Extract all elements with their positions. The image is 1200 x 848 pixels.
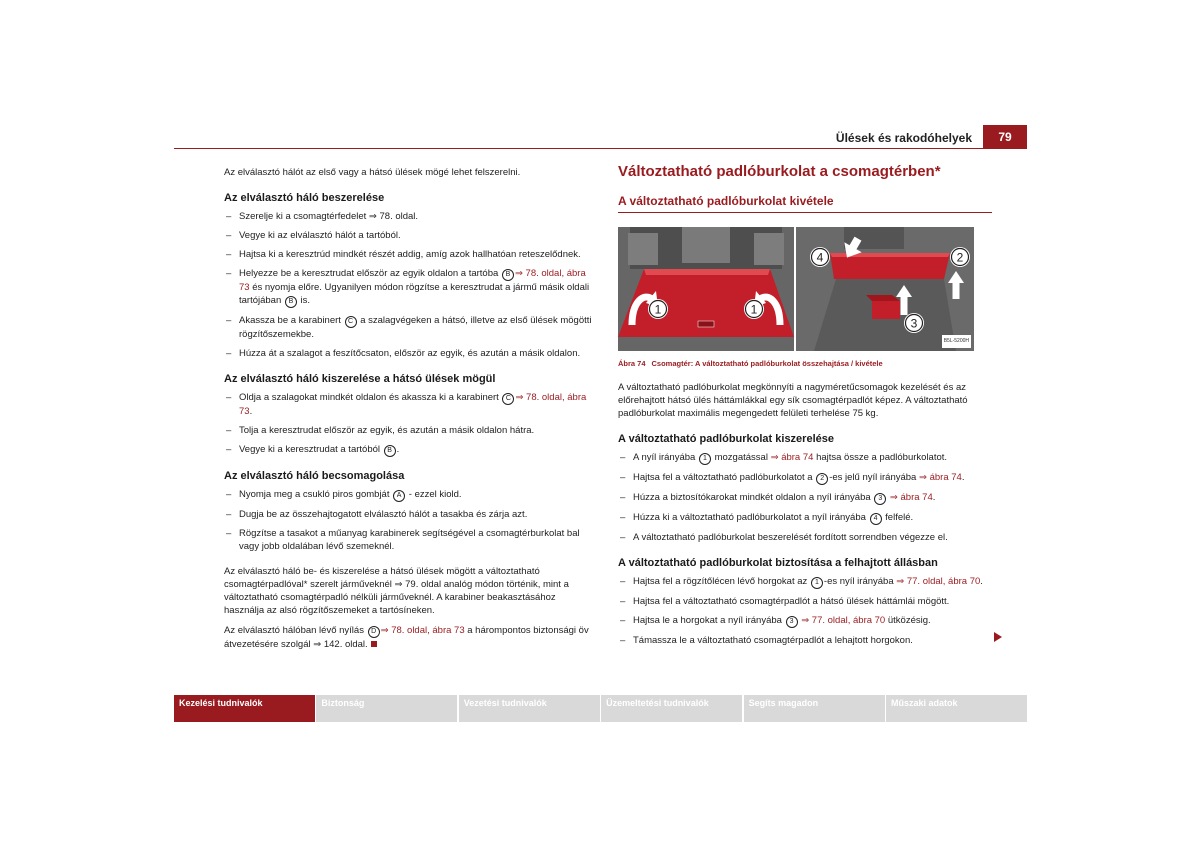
step-number: 1 (750, 302, 758, 317)
page-reference-link[interactable]: ⇒ 78. oldal, ábra 73 (239, 268, 586, 293)
section-heading-install: Az elválasztó háló beszerelése (224, 192, 385, 204)
figure-caption-text: Csomagtér: A változtatható padlóburkolat összehajtása / kivétele (651, 359, 883, 368)
figure-caption (618, 357, 992, 370)
section-title: Változtatható padlóburkolat a csomagtérben* (618, 163, 941, 180)
step-2-badge: 2 (816, 473, 828, 485)
page-reference-link[interactable]: ⇒ 78. oldal, ábra 73 (239, 392, 587, 417)
list-item: – A nyíl irányába 1 mozgatással ⇒ ábra 74 hajtsa össze a padlóburkolatot. (618, 451, 992, 465)
figure-panel-left (618, 227, 794, 351)
folding-floor-illustration (618, 227, 794, 351)
list-item: – Hajtsa fel a rögzítőlécen lévő horgokat az 1 -es nyíl irányába ⇒ 77. oldal, ábra 70. (618, 575, 992, 589)
securing-steps (618, 575, 992, 647)
list-item: – Rögzítse a tasakot a műanyag karabinerek segítségével a csomagtérburkolat bal vagy jobb oldalában lévő szemeknél. (224, 527, 598, 553)
removal-steps (618, 451, 992, 544)
continue-arrow-icon (994, 632, 1002, 642)
label-b-badge: B (285, 296, 297, 308)
step-number: 2 (956, 250, 964, 265)
chapter-tabs (174, 695, 1027, 722)
figure-reference-link[interactable]: ⇒ ábra 74 (918, 472, 962, 483)
figure-reference-link[interactable]: ⇒ ábra 74 (770, 452, 814, 463)
step-4-badge: 4 (870, 513, 882, 525)
list-item: – Oldja a szalagokat mindkét oldalon és akassza ki a karabinert C ⇒ 78. oldal, ábra 73. (224, 391, 598, 418)
label-b-badge: B (384, 445, 396, 457)
label-d-badge: D (368, 626, 380, 638)
section-heading-pack: Az elválasztó háló becsomagolása (224, 470, 405, 482)
list-item: – Hajtsa le a horgokat a nyíl irányába 3 ⇒ 77. oldal, ábra 70 ütközésig. (618, 614, 992, 628)
label-b-badge: B (502, 269, 514, 281)
list-item: – Nyomja meg a csukló piros gombját A - ezzel kiold. (224, 488, 598, 502)
step-3-badge: 3 (786, 616, 798, 628)
tab-biztonsag[interactable]: Biztonság (316, 695, 457, 722)
list-item: – Támassza le a változtatható csomagtérpadlót a lehajtott horgokon. (618, 634, 992, 647)
subsection-title: A változtatható padlóburkolat kivétele (618, 194, 834, 208)
list-item: – Hajtsa fel a változtatható csomagtérpadlót a hátsó ülések háttámlái mögött. (618, 595, 992, 608)
figure-74 (618, 227, 974, 351)
step-number: 3 (910, 316, 918, 331)
step-number: 1 (654, 302, 662, 317)
figure-reference-link[interactable]: ⇒ ábra 74 (889, 492, 933, 503)
intro-paragraph: Az elválasztó hálót az első vagy a hátsó ülések mögé lehet felszerelni. (224, 167, 521, 178)
tab-kezelesi-tudnivalok[interactable]: Kezelési tudnivalók (174, 695, 315, 722)
figure-label: Ábra 74 (618, 359, 646, 368)
removing-floor-illustration (796, 227, 974, 351)
tab-vezetesi-tudnivalok[interactable]: Vezetési tudnivalók (459, 695, 600, 722)
intro-paragraph: A változtatható padlóburkolat megkönnyíti a nagyméretűcsomagok kezelését és az előrehajtott hátsó ülés háttámlákkal egy sík csomagtérpadlót képez. A változtatható padlóburkolat maximális megengedett felületi terhelése 75 kg. (618, 382, 968, 419)
page-number: 79 (983, 125, 1027, 149)
list-item: – Szerelje ki a csomagtérfedelet ⇒ 78. oldal. (224, 210, 598, 223)
list-item: – Húzza ki a változtatható padlóburkolatot a nyíl irányába 4 felfelé. (618, 511, 992, 525)
end-of-section-marker (371, 641, 377, 647)
list-item: – Helyezze be a keresztrudat először az egyik oldalon a tartóba B ⇒ 78. oldal, ábra 73 és nyomja előre. Ugyanilyen módon rögzítse a keresztrudat a jármű másik oldali tartójában B is. (224, 267, 598, 308)
label-c-badge: C (345, 316, 357, 328)
header-rule (174, 148, 1027, 149)
list-item: – Vegye ki a keresztrudat a tartóból B . (224, 443, 598, 457)
page-reference-link[interactable]: ⇒ 77. oldal, ábra 70 (896, 576, 981, 587)
paragraph: Az elválasztó háló be- és kiszerelése a hátsó ülések mögött a változtatható csomagtérpadlóval* szerelt járműveknél ⇒ 79. oldal analóg módon történik, mint a változtatható csomagtérpadló nélküli járműveknél. A karabiner beakasztásához használja az alsó rögzítőszemeket a tartósíneken. (224, 566, 569, 616)
page-reference-link[interactable]: ⇒ 78. oldal, ábra 73 (380, 625, 465, 636)
figure-code: B5L-5200H (942, 335, 971, 348)
subsection-rule (618, 212, 992, 213)
list-item: – Vegye ki az elválasztó hálót a tartóból. (224, 229, 598, 242)
list-item: – Akassza be a karabinert C a szalagvégeken a hátsó, illetve az első ülések mögötti rögzítőszemekbe. (224, 314, 598, 341)
label-c-badge: C (502, 393, 514, 405)
label-a-badge: A (393, 490, 405, 502)
right-column (618, 163, 992, 655)
running-header: Ülések és rakodóhelyek (835, 131, 972, 145)
list-item: – Húzza a biztosítókarokat mindkét oldalon a nyíl irányába 3 ⇒ ábra 74. (618, 491, 992, 505)
install-steps (224, 210, 598, 360)
pack-steps (224, 488, 598, 553)
section-heading-removal: A változtatható padlóburkolat kiszerelése (618, 433, 834, 445)
remove-steps (224, 391, 598, 457)
list-item: – Dugja be az összehajtogatott elválasztó hálót a tasakba és zárja azt. (224, 508, 598, 521)
page-reference-link[interactable]: ⇒ 77. oldal, ábra 70 (801, 615, 886, 626)
tab-uzemeltetesi-tudnivalok[interactable]: Üzemeltetési tudnivalók (601, 695, 742, 722)
section-heading-securing: A változtatható padlóburkolat biztosítása a felhajtott állásban (618, 557, 938, 569)
figure-panel-right (796, 227, 974, 351)
tab-segits-magadon[interactable]: Segíts magadon (744, 695, 885, 722)
step-3-badge: 3 (874, 493, 886, 505)
tab-muszaki-adatok[interactable]: Műszaki adatok (886, 695, 1027, 722)
list-item: – Tolja a keresztrudat először az egyik, és azután a másik oldalon hátra. (224, 424, 598, 437)
left-column (224, 166, 598, 658)
step-number: 4 (816, 250, 824, 265)
step-1-badge: 1 (811, 577, 823, 589)
list-item: – Hajtsa fel a változtatható padlóburkolatot a 2 -es jelű nyíl irányába ⇒ ábra 74. (618, 471, 992, 485)
list-item: – Húzza át a szalagot a feszítőcsaton, először az egyik, és azután a másik oldalon. (224, 347, 598, 360)
list-item: – Hajtsa ki a keresztrúd mindkét részét addig, amíg azok hallhatóan reteszelődnek. (224, 248, 598, 261)
list-item: – A változtatható padlóburkolat beszerelését fordított sorrendben végezze el. (618, 531, 992, 544)
step-1-badge: 1 (699, 453, 711, 465)
paragraph: Az elválasztó hálóban lévő nyílás D ⇒ 78. oldal, ábra 73 a hárompontos biztonsági öv átvezetésére szolgál ⇒ 142. oldal. (224, 625, 589, 650)
section-heading-remove: Az elválasztó háló kiszerelése a hátsó ülések mögül (224, 373, 496, 385)
